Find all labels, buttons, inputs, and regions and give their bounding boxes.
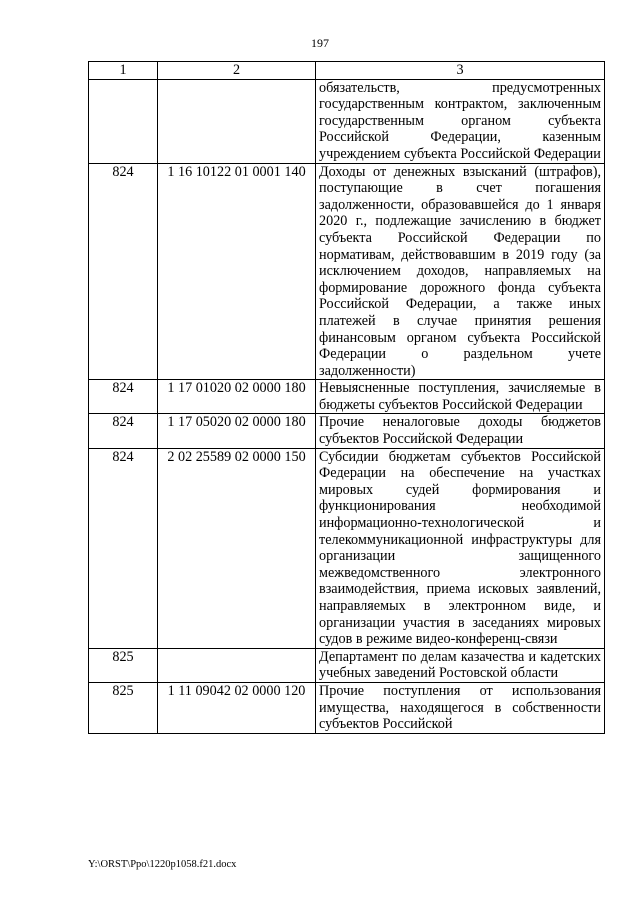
- description-cell: Прочие поступления от использования имущества, находящегося в собственности субъектов Российской: [316, 682, 605, 733]
- budget-code-cell: [158, 79, 316, 163]
- table-row: [89, 163, 605, 380]
- budget-code-cell: [158, 648, 316, 682]
- table-row: [89, 648, 605, 682]
- table-header-row: [89, 62, 605, 80]
- description-cell: Департамент по делам казачества и кадетских учебных заведений Ростовской области: [316, 648, 605, 682]
- column-header-2: 2: [158, 62, 316, 80]
- description-cell: Доходы от денежных взысканий (штрафов), поступающие в счет погашения задолженности, образовавшейся до 1 января 2020 г., подлежащие зачислению в бюджет субъекта Российской Федерации по нормативам, действовавшим в 2019 году (за исключением доходов, направляемых на формирование дорожного фонда субъекта Российской Федерации, а также иных платежей в случае принятия решения финансовым органом субъекта Российской Федерации о раздельном учете задолженности): [316, 163, 605, 380]
- table-row: [89, 380, 605, 414]
- admin-code-cell: 824: [89, 448, 158, 648]
- description-cell: Прочие неналоговые доходы бюджетов субъектов Российской Федерации: [316, 414, 605, 448]
- budget-code-cell: 1 17 05020 02 0000 180: [158, 414, 316, 448]
- budget-code-cell: 1 16 10122 01 0001 140: [158, 163, 316, 380]
- admin-code-cell: 825: [89, 648, 158, 682]
- admin-code-cell: 824: [89, 414, 158, 448]
- admin-code-cell: 824: [89, 380, 158, 414]
- table-row: [89, 79, 605, 163]
- budget-code-cell: 1 11 09042 02 0000 120: [158, 682, 316, 733]
- table-row: [89, 414, 605, 448]
- description-cell: Невыясненные поступления, зачисляемые в бюджеты субъектов Российской Федерации: [316, 380, 605, 414]
- table-row: [89, 682, 605, 733]
- description-cell: обязательств, предусмотренных государственным контрактом, заключенным государственным органом субъекта Российской Федерации, казенным учреждением субъекта Российской Федерации: [316, 79, 605, 163]
- column-header-1: 1: [89, 62, 158, 80]
- budget-code-cell: 1 17 01020 02 0000 180: [158, 380, 316, 414]
- table-row: [89, 448, 605, 648]
- column-header-3: 3: [316, 62, 605, 80]
- description-cell: Субсидии бюджетам субъектов Российской Федерации на обеспечение на участках мировых судей формирования и функционирования необходимой информационно-технологической и телекоммуникационной инфраструктуры для организации защищенного межведомственного электронного взаимодействия, приема исковых заявлений, направляемых в электронном виде, и организации участия в заседаниях мировых судов в режиме видео-конференц-связи: [316, 448, 605, 648]
- budget-code-cell: 2 02 25589 02 0000 150: [158, 448, 316, 648]
- admin-code-cell: [89, 79, 158, 163]
- admin-code-cell: 825: [89, 682, 158, 733]
- file-path-footer: Y:\ORST\Ppo\1220p1058.f21.docx: [88, 859, 237, 870]
- revenue-codes-table: [88, 61, 605, 734]
- admin-code-cell: 824: [89, 163, 158, 380]
- page-number: 197: [311, 36, 329, 50]
